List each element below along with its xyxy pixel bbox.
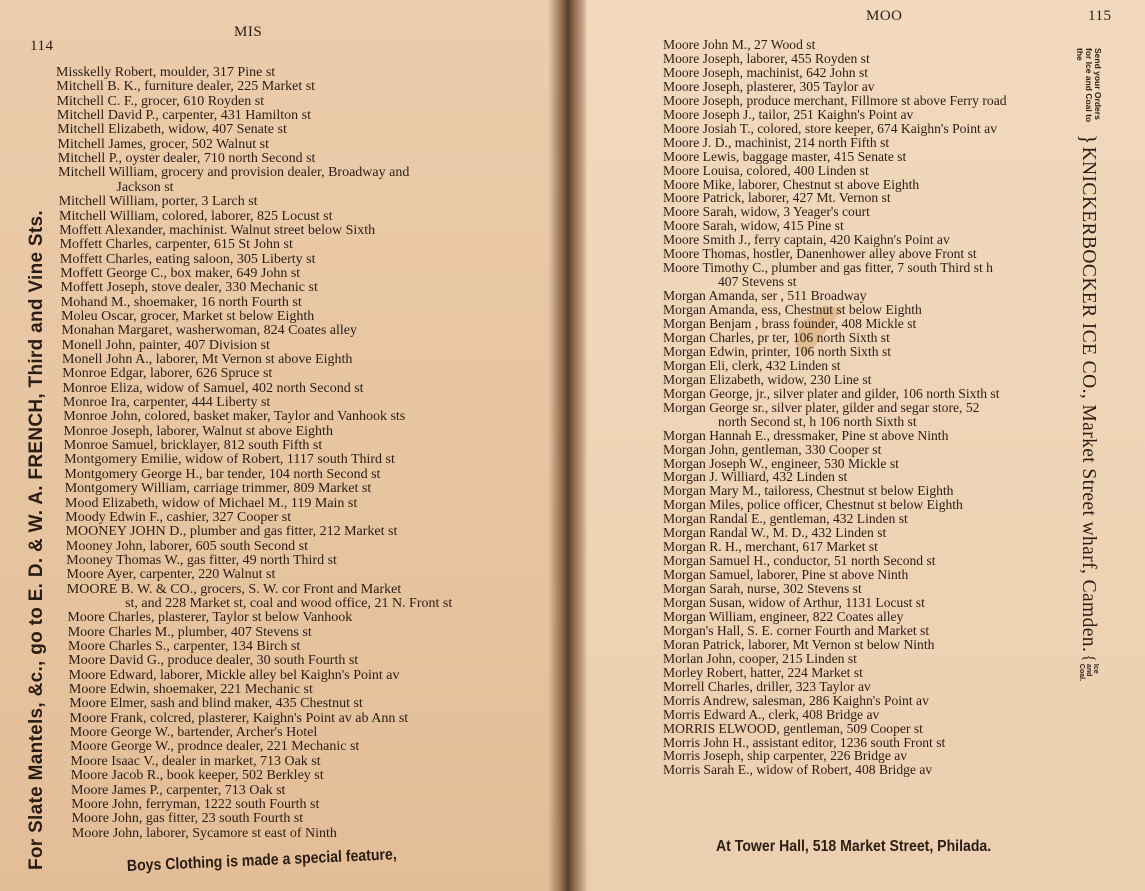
- directory-entry: Mooney Thomas W., gas fitter, 49 north Third st: [66, 552, 337, 568]
- right-side-advert: [1075, 48, 1102, 686]
- directory-entry: Moore Joseph, produce merchant, Fillmore st above Ferry road: [663, 92, 1007, 108]
- directory-entry: Monroe Edgar, laborer, 626 Spruce st: [62, 366, 273, 382]
- directory-entry: Monroe Samuel, bricklayer, 812 south Fifth st: [63, 438, 323, 454]
- directory-entry: Montgomery Emilie, widow of Robert, 1117 south Third st: [64, 452, 395, 468]
- directory-entry: Moore Timothy C., plumber and gas fitter, 7 south Third st h: [663, 260, 993, 276]
- directory-entry: Morley Robert, hatter, 224 Market st: [663, 664, 863, 680]
- directory-entry: Mitchell William, colored, laborer, 825 Locust st: [59, 208, 333, 224]
- directory-entry: Morgan's Hall, S. E. corner Fourth and Market st: [663, 622, 930, 638]
- directory-entry: Morlan John, cooper, 215 Linden st: [663, 650, 857, 666]
- directory-entry: Moore John, ferryman, 1222 south Fourth st: [71, 796, 320, 812]
- directory-entry: Moore Josiah T., colored, store keeper, 674 Kaighn's Point av: [663, 120, 998, 136]
- directory-entry: Moore Lewis, baggage master, 415 Senate st: [663, 148, 907, 164]
- directory-entry: Morgan Benjam , brass founder, 408 Mickle st: [663, 316, 917, 331]
- directory-entry: Moore Frank, colcred, plasterer, Kaighn's Point av ab Ann st: [69, 710, 409, 726]
- directory-entry: north Second st, h 106 north Sixth st: [718, 413, 917, 429]
- directory-entry: Moore George W., prodnce dealer, 221 Mechanic st: [70, 739, 360, 755]
- directory-entry: Moore David G., produce dealer, 30 south Fourth st: [68, 653, 359, 669]
- directory-entry: Moore George W., bartender, Archer's Hotel: [69, 725, 318, 741]
- left-footer-advert: Boys Clothing is made a special feature,: [126, 846, 398, 875]
- directory-entry: Moore John, laborer, Sycamore st east of Ninth: [71, 825, 337, 841]
- directory-entry: Mitchell Elizabeth, widow, 407 Senate st: [57, 122, 287, 138]
- right-running-head: MOO: [866, 8, 903, 24]
- directory-entry: Morgan John, gentleman, 330 Cooper st: [663, 441, 882, 457]
- directory-entry: Morgan Charles, pr ter, 106 north Sixth st: [663, 329, 890, 345]
- directory-entry: Moore Isaac V., dealer in market, 713 Oak st: [70, 753, 321, 769]
- right-footer-advert: At Tower Hall, 518 Market Street, Philada.: [716, 838, 992, 855]
- directory-entry: Morgan Susan, widow of Arthur, 1131 Locust st: [663, 595, 925, 610]
- directory-entry: Moffett Joseph, stove dealer, 330 Mechanic st: [60, 280, 318, 296]
- directory-entry: Morgan Miles, police officer, Chestnut st below Eighth: [663, 497, 963, 513]
- directory-entry: Mooney John, laborer, 605 south Second st: [65, 538, 308, 554]
- directory-entry: Montgomery George H., bar tender, 104 north Second st: [64, 466, 381, 482]
- directory-entry: Moore Thomas, hostler, Danenhower alley above Front st: [663, 246, 977, 262]
- directory-entry: Morgan Mary M., tailoress, Chestnut st below Eighth: [663, 483, 954, 499]
- directory-entry: Morgan Randal W., M. D., 432 Linden st: [663, 525, 887, 541]
- directory-entry: Moore Joseph, laborer, 455 Royden st: [663, 50, 870, 66]
- directory-entry: Morgan Randal E., gentleman, 432 Linden st: [663, 511, 908, 527]
- directory-entry: Monroe Ira, carpenter, 444 Liberty st: [62, 395, 271, 411]
- directory-entry: Moore Louisa, colored, 400 Linden st: [663, 162, 869, 178]
- directory-entry: Monroe Joseph, laborer, Walnut st above Eighth: [63, 423, 333, 439]
- directory-entry: Moore John, gas fitter, 23 south Fourth st: [71, 811, 304, 827]
- advert-main: KNICKERBOCKER ICE CO., Market Street wharf, Camden.: [1078, 146, 1100, 653]
- directory-entry: Moleu Oscar, grocer, Market st below Eighth: [61, 308, 315, 324]
- brace-icon: {: [1080, 654, 1098, 662]
- directory-entry: Morgan William, engineer, 822 Coates alley: [663, 608, 904, 624]
- directory-entry: Morris Joseph, ship carpenter, 226 Bridge av: [663, 748, 908, 764]
- directory-entry: Morgan Amanda, ess, Chestnut st below Eighth: [663, 302, 922, 318]
- advert-small-left: Send your Orders for Ice and Coal to the: [1075, 48, 1103, 123]
- directory-entry: Moore Charles M., plumber, 407 Stevens st: [67, 624, 312, 640]
- directory-entry: Moore Charles, plasterer, Taylor st below Vanhook: [67, 610, 353, 626]
- brace-icon: }: [1076, 134, 1102, 145]
- directory-entry: Morgan Elizabeth, widow, 230 Line st: [663, 371, 872, 387]
- left-page-number: 114: [30, 38, 54, 54]
- directory-entry: Mitchell David P., carpenter, 431 Hamilton st: [56, 108, 312, 124]
- directory-entry: Misskelly Robert, moulder, 317 Pine st: [56, 65, 276, 80]
- directory-entry: Moore Jacob R., book keeper, 502 Berkley st: [70, 768, 324, 784]
- directory-entry: Moore James P., carpenter, 713 Oak st: [71, 782, 286, 798]
- directory-entry: Moody Edwin F., cashier, 327 Cooper st: [65, 509, 292, 525]
- directory-entry: Morgan Edwin, printer, 106 north Sixth st: [663, 343, 892, 359]
- directory-entry: 407 Stevens st: [718, 274, 797, 290]
- directory-entry: Montgomery William, carriage trimmer, 809 Market st: [64, 481, 372, 497]
- left-running-head: MIS: [234, 24, 263, 40]
- directory-entry: Monroe John, colored, basket maker, Taylor and Vanhook sts: [63, 409, 406, 425]
- directory-entry: Moore Sarah, widow, 3 Yeager's court: [663, 204, 870, 220]
- directory-entry: Moore Edward, laborer, Mickle alley bel Kaighn's Point av: [68, 667, 400, 683]
- directory-entry: Moffett Charles, eating saloon, 305 Liberty st: [59, 251, 316, 267]
- directory-entry: MORRIS ELWOOD, gentleman, 509 Cooper st: [663, 720, 923, 736]
- directory-entry: Mitchell B. K., furniture dealer, 225 Market st: [56, 79, 316, 95]
- directory-entry: Jackson st: [116, 179, 174, 195]
- directory-entry: Mohand M., shoemaker, 16 north Fourth st: [60, 294, 302, 310]
- directory-entry: Morgan Eli, clerk, 432 Linden st: [663, 357, 841, 373]
- left-side-advert: For Slate Mantels, &c., go to E. D. & W. A. FRENCH, Third and Vine Sts.: [26, 210, 47, 870]
- directory-entry: Mitchell C. F., grocer, 610 Royden st: [56, 93, 265, 109]
- directory-entry: Morrell Charles, driller, 323 Taylor av: [663, 678, 871, 694]
- directory-entry: Monell John, painter, 407 Division st: [61, 337, 270, 353]
- directory-entry: Moore Joseph, plasterer, 305 Taylor av: [663, 78, 875, 94]
- directory-entry: Morris John H., assistant editor, 1236 south Front st: [663, 734, 946, 750]
- directory-entry: Mitchell William, porter, 3 Larch st: [58, 194, 258, 210]
- directory-entry: Moore Mike, laborer, Chestnut st above Eighth: [663, 176, 920, 192]
- directory-entry: Mitchell James, grocer, 502 Walnut st: [57, 136, 270, 152]
- directory-entry: Monroe Eliza, widow of Samuel, 402 north Second st: [62, 380, 364, 396]
- directory-entry: Moore Charles S., carpenter, 134 Birch st: [68, 639, 301, 654]
- directory-entry: Moore J. D., machinist, 214 north Fifth st: [663, 134, 890, 150]
- directory-entry: Morgan George, jr., silver plater and gilder, 106 north Sixth st: [663, 385, 1000, 401]
- directory-entry: Monahan Margaret, washerwoman, 824 Coates alley: [61, 323, 357, 339]
- directory-entry: Moffett Alexander, machinist. Walnut street below Sixth: [59, 222, 376, 238]
- directory-entry: Morgan Sarah, nurse, 302 Stevens st: [663, 581, 862, 597]
- directory-entry: Mood Elizabeth, widow of Michael M., 119 Main st: [65, 495, 358, 511]
- directory-entry: Moffett George C., box maker, 649 John st: [60, 265, 301, 281]
- directory-entry: Moffett Charles, carpenter, 615 St John st: [59, 237, 293, 253]
- directory-entry: Moran Patrick, laborer, Mt Vernon st below Ninth: [663, 636, 935, 652]
- directory-entry: Morgan R. H., merchant, 617 Market st: [663, 539, 878, 555]
- directory-entry: Morgan Joseph W., engineer, 530 Mickle st: [663, 455, 899, 471]
- directory-entry: Morgan Samuel, laborer, Pine st above Ninth: [663, 567, 909, 583]
- directory-entry: Moore Joseph, machinist, 642 John st: [663, 64, 869, 80]
- directory-entry: Moore John M., 27 Wood st: [663, 37, 816, 52]
- directory-entry: Morgan George sr., silver plater, gilder and segar store, 52: [663, 399, 980, 415]
- directory-entry: Morgan Hannah E., dressmaker, Pine st above Ninth: [663, 427, 949, 443]
- directory-entry: Morris Edward A., clerk, 408 Bridge av: [663, 706, 880, 722]
- directory-entry: Moore Edwin, shoemaker, 221 Mechanic st: [68, 682, 313, 698]
- directory-entry: Moore Ayer, carpenter, 220 Walnut st: [66, 567, 276, 583]
- directory-entry: Moore Patrick, laborer, 427 Mt. Vernon st: [663, 190, 891, 206]
- directory-entry: Morgan J. Williard, 432 Linden st: [663, 469, 848, 485]
- directory-entry: Monell John A., laborer, Mt Vernon st above Eighth: [62, 352, 353, 367]
- directory-entry: st, and 228 Market st, coal and wood office, 21 N. Front st: [125, 595, 453, 611]
- directory-entry: Morgan Amanda, ser , 511 Broadway: [663, 288, 867, 304]
- advert-small-right: Ice and Coal.: [1078, 663, 1099, 682]
- directory-entry: Morris Sarah E., widow of Robert, 408 Bridge av: [663, 762, 933, 778]
- directory-entry: Mitchell William, grocery and provision dealer, Broadway and: [58, 165, 410, 181]
- directory-entry: Mitchell P., oyster dealer, 710 north Second st: [57, 151, 316, 167]
- directory-entry: Morris Andrew, salesman, 286 Kaighn's Point av: [663, 692, 929, 708]
- directory-entry: Morgan Samuel H., conductor, 51 north Second st: [663, 553, 936, 569]
- directory-entry: MOORE B. W. & CO., grocers, S. W. cor Front and Market: [66, 581, 402, 597]
- directory-entry: Moore Joseph J., tailor, 251 Kaighn's Point av: [663, 106, 914, 122]
- directory-entry: Moore Smith J., ferry captain, 420 Kaighn's Point av: [663, 232, 950, 248]
- right-page-number: 115: [1088, 8, 1112, 24]
- directory-entry: Moore Sarah, widow, 415 Pine st: [663, 218, 844, 234]
- directory-entry: Moore Elmer, sash and blind maker, 435 Chestnut st: [69, 696, 363, 712]
- directory-entry: MOONEY JOHN D., plumber and gas fitter, 212 Market st: [65, 524, 398, 540]
